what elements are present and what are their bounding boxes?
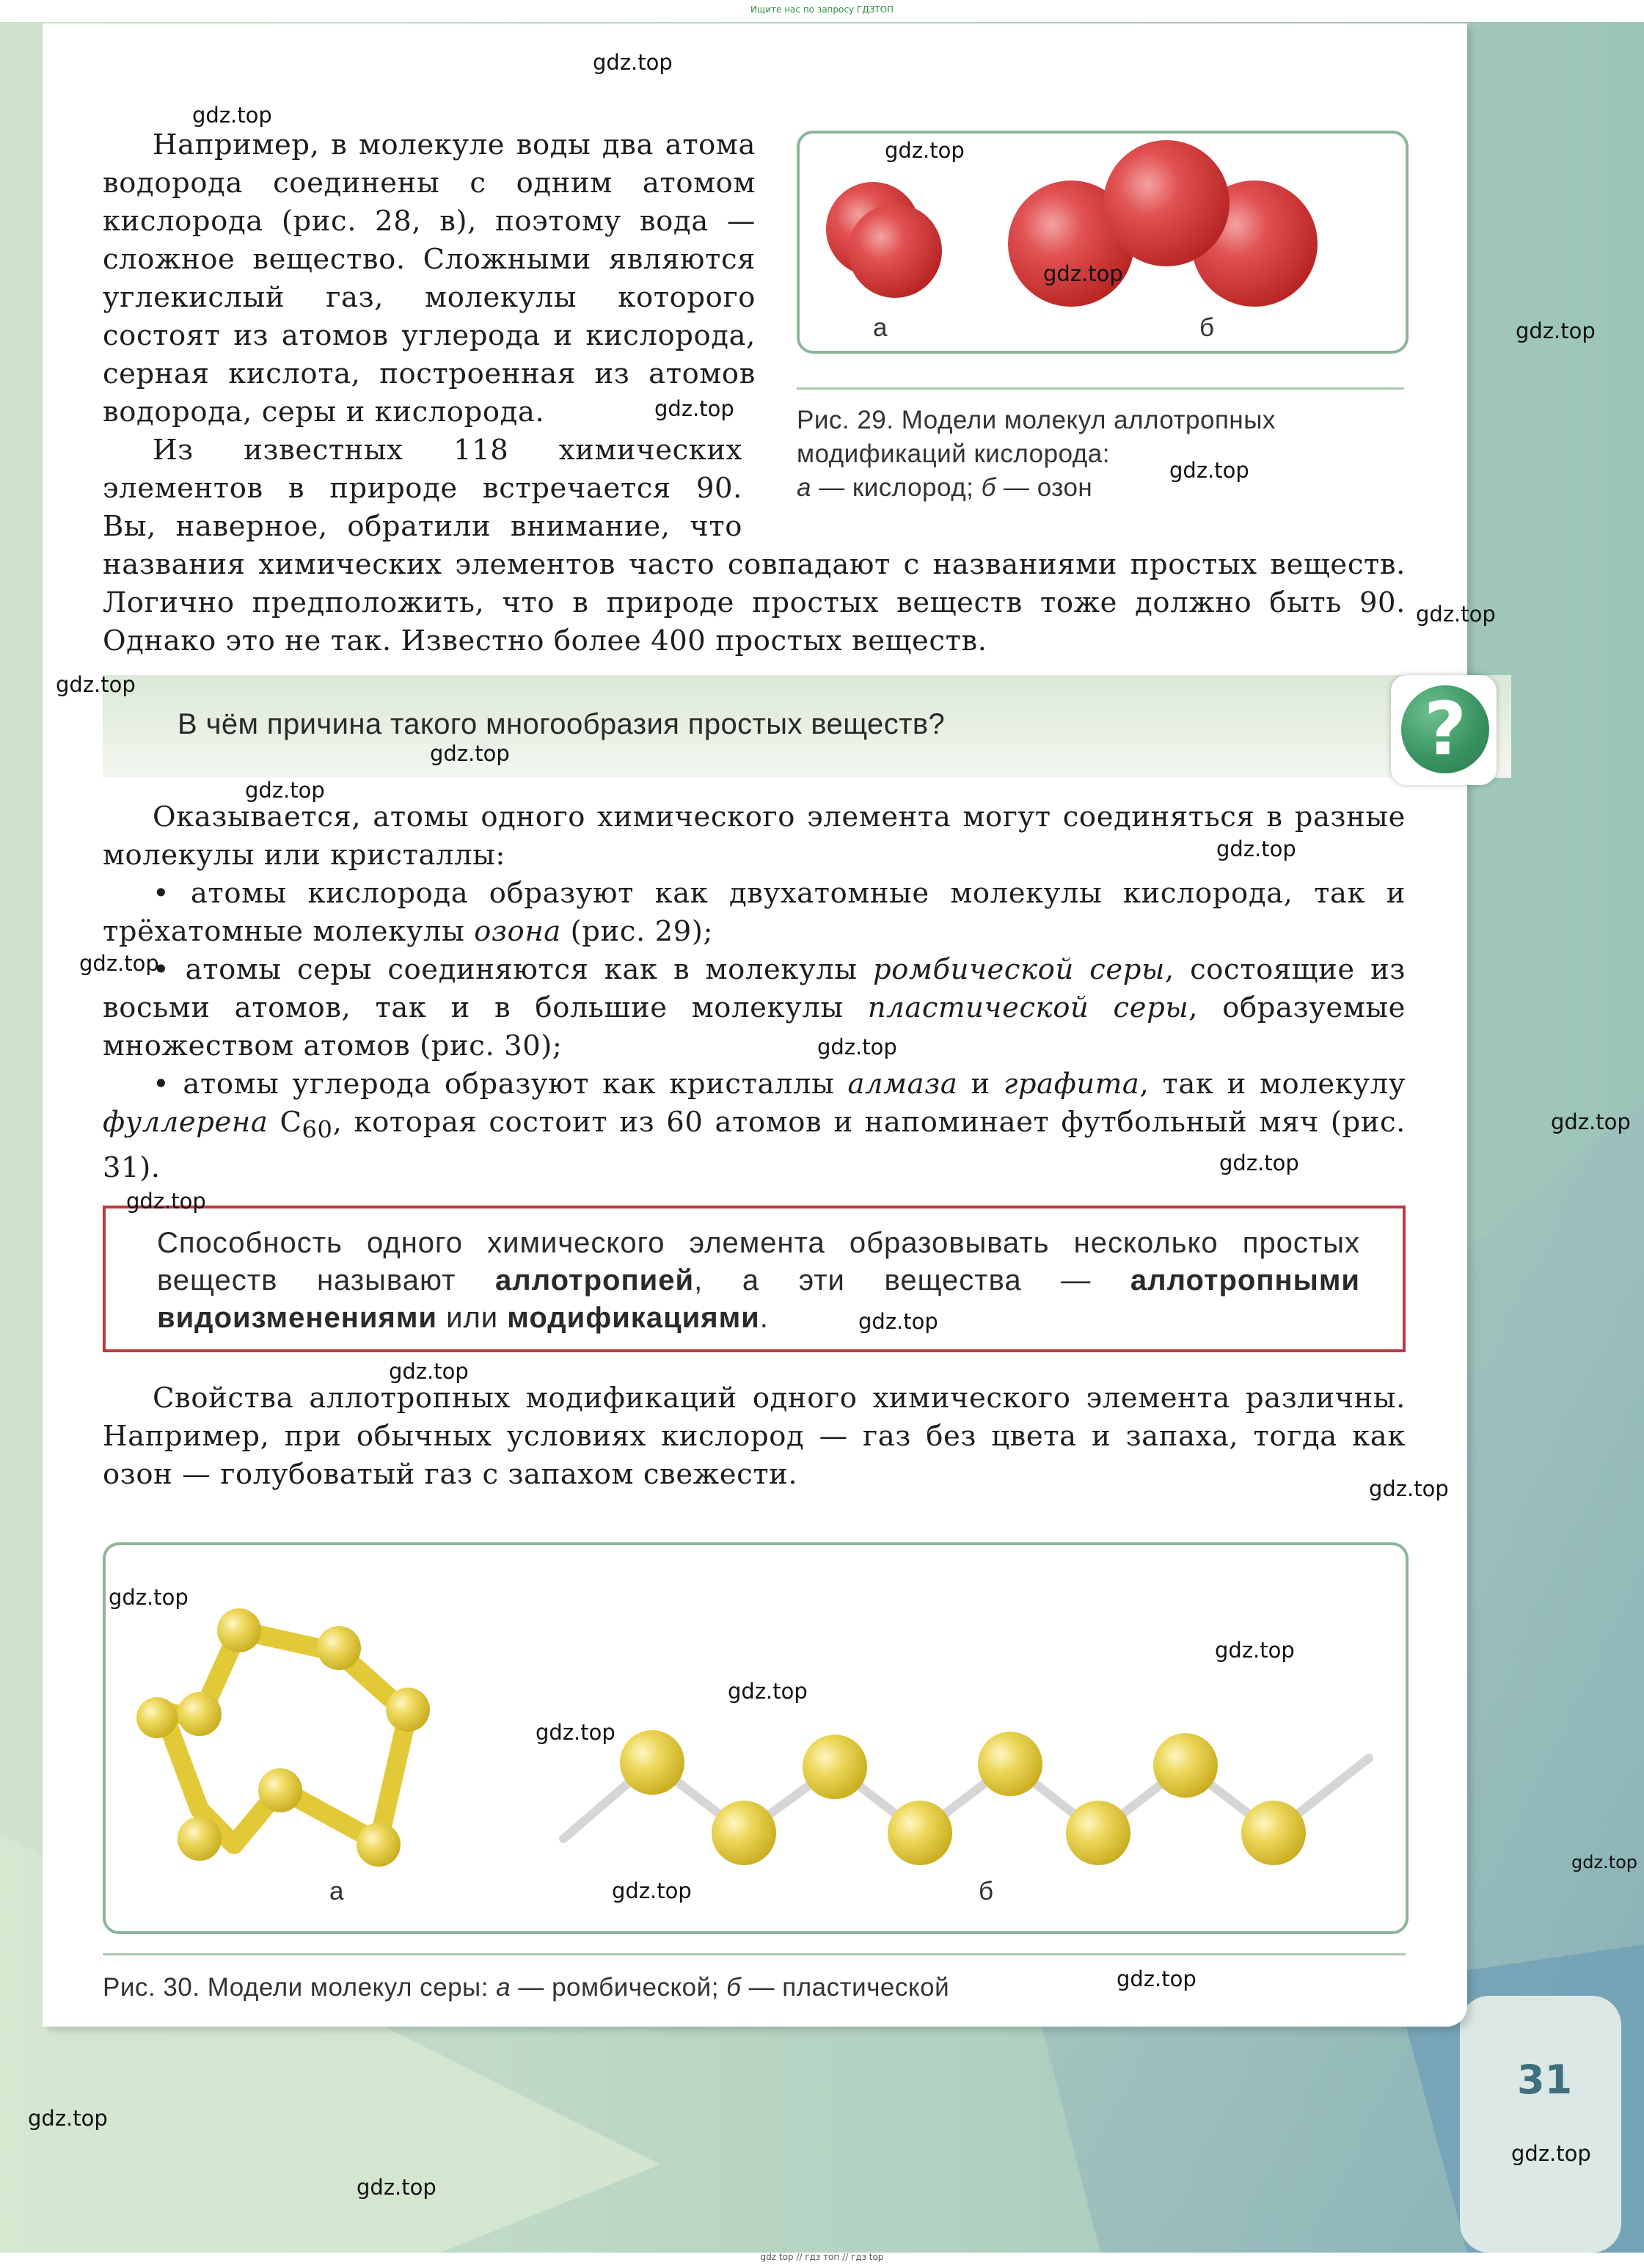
bullet-sulfur [103, 951, 1406, 1065]
float-spacer [742, 431, 1406, 542]
paragraph-water: Например, в молекуле воды два атома водорода соединены с одним атомом кислорода (рис. 28, в), поэтому вода — сложное вещество. Сложными являются углекислый газ, молекулы которого состоят из атомов углерода и кислорода, серная кислота, построенная из атомов водорода, серы и кислорода. [103, 128, 756, 429]
caption-item-b: б [726, 1973, 742, 2002]
watermark: gdz.top [357, 2175, 436, 2200]
watermark: gdz.top [79, 951, 159, 976]
watermark: gdz.top [28, 2106, 108, 2131]
figure-29-label-b: б [1199, 313, 1215, 342]
oxygen-atom [848, 204, 942, 298]
bullet-carbon [103, 1065, 1406, 1187]
bullet-term: алмаза [847, 1068, 958, 1101]
question-text: В чём причина такого многообразия простых веществ? [178, 708, 946, 740]
bullet-text: атомы углерода образуют как кристаллы [183, 1068, 848, 1101]
caption-item-a: а [496, 1973, 511, 2002]
bullet-marker: • [153, 877, 170, 910]
watermark: gdz.top [126, 1189, 206, 1214]
sulfur-atom [258, 1768, 302, 1812]
caption-text: — пластической [741, 1973, 950, 2002]
watermark: gdz.top [593, 50, 673, 75]
question-mark-icon: ? [1401, 685, 1489, 773]
watermark: gdz.top [536, 1720, 615, 1745]
watermark: gdz.top [728, 1679, 808, 1704]
watermark: gdz.top [56, 672, 136, 697]
figure-30-label-b: б [979, 1877, 994, 1906]
watermark: gdz.top [1516, 318, 1596, 343]
sulfur-atom [620, 1730, 684, 1795]
bullet-term: пластической серы [867, 991, 1189, 1024]
footer-note: gdz top // гдз топ // гдз top [760, 2252, 884, 2262]
watermark: gdz.top [1117, 1966, 1197, 1991]
formula-subscript: 60 [302, 1115, 333, 1144]
sulfur-atom [803, 1735, 867, 1799]
figure-30-caption [103, 1971, 1203, 2005]
question-badge [1391, 675, 1497, 785]
watermark: gdz.top [389, 1359, 469, 1384]
bullet-text: , состоящие из восьми атомов, так и в большие молекулы [103, 953, 1406, 1024]
watermark: gdz.top [192, 103, 272, 128]
figure-29-frame [797, 131, 1409, 354]
oxygen-molecule [826, 182, 942, 298]
watermark: gdz.top [1216, 836, 1296, 861]
figure-30-frame [103, 1542, 1409, 1934]
bullet-term: ромбической серы [872, 953, 1165, 986]
caption-text: — кислород; [811, 473, 982, 502]
caption-text: — ромбической; [511, 1973, 727, 2002]
watermark: gdz.top [245, 778, 325, 803]
caption-item-b: б [981, 473, 996, 502]
sulfur-atom [1241, 1801, 1306, 1865]
watermark: gdz.top [1511, 2141, 1591, 2166]
watermark: gdz.top [1215, 1638, 1295, 1663]
sulfur-atom [357, 1823, 401, 1867]
bullet-marker: • [153, 953, 170, 986]
definition-box [103, 1206, 1406, 1352]
watermark: gdz.top [1551, 1109, 1631, 1134]
sulfur-atom [217, 1608, 261, 1652]
rhombic-sulfur-molecule [136, 1608, 430, 1867]
bullet-text: атомы кислорода образуют как двухатомные молекулы кислорода, так и трёхатомные молекулы [103, 877, 1406, 948]
watermark: gdz.top [109, 1585, 189, 1610]
caption-line: модификаций кислорода: [797, 440, 1110, 468]
definition-part: . [759, 1302, 769, 1334]
bullet-text: атомы серы соединяются как в молекулы [185, 953, 873, 986]
watermark: gdz.top [430, 741, 510, 766]
watermark: gdz.top [1219, 1151, 1299, 1175]
bullet-text: и [957, 1068, 1004, 1101]
watermark: gdz.top [858, 1309, 938, 1334]
figure-30-illustration [106, 1545, 1406, 1931]
sulfur-atom [1066, 1801, 1130, 1865]
watermark: gdz.top [1043, 261, 1123, 286]
bullet-marker: • [153, 1068, 170, 1101]
bullet-text: , образуемые множеством атомов (рис. 30); [103, 991, 1406, 1062]
definition-part: или [437, 1302, 508, 1334]
definition-part: Способность одного химического элемента образовывать несколько простых веществ называют [157, 1227, 1360, 1297]
page-number: 31 [1517, 2057, 1573, 2103]
header-note: Ищите нас по запросу ГДЗТОП [750, 4, 894, 15]
paragraph-properties: Свойства аллотропных модификаций одного химического элемента различны. Например, при обычных условиях кислород — газ без цвета и запаха, тогда как озон — голубоватый газ с запахом свежести. [103, 1382, 1406, 1491]
sulfur-atom [136, 1697, 178, 1738]
bullet-text: (рис. 29); [560, 915, 714, 948]
bullet-term: озона [474, 915, 561, 948]
answer-intro: Оказывается, атомы одного химического элемента могут соединяться в разные молекулы или кристаллы: [103, 801, 1406, 872]
bullet-term: графита [1003, 1068, 1140, 1101]
paragraph-elements: Из известных 118 химических элементов в природе встречается 90. Вы, наверное, обратили внимание, что названия химических элементов часто совпадают с названиями простых веществ. Логично предположить, что в природе простых веществ тоже должно быть 90. Однако это не так. Известно более 400 простых веществ. [103, 434, 1406, 657]
figure-29-label-a: а [873, 313, 888, 342]
sulfur-atom [317, 1626, 361, 1670]
watermark: gdz.top [612, 1878, 692, 1903]
bullet-text: , которая состоит из 60 атомов и напоминает футбольный мяч (рис. 31). [103, 1106, 1406, 1184]
bullet-term: фуллерена [103, 1106, 268, 1139]
figure-30-rule [103, 1953, 1406, 1955]
caption-item-a: а [797, 473, 811, 502]
watermark: gdz.top [654, 396, 734, 421]
caption-text: — озон [995, 473, 1093, 502]
bullet-text: , так и молекулу [1139, 1068, 1406, 1101]
sulfur-atom [178, 1817, 222, 1861]
watermark: gdz.top [1571, 1852, 1638, 1873]
sulfur-atom [1153, 1733, 1218, 1798]
plastic-sulfur-molecule [563, 1730, 1369, 1865]
formula-symbol: C [280, 1106, 302, 1139]
caption-text: Рис. 30. Модели молекул серы: [103, 1973, 497, 2002]
definition-text [157, 1225, 1360, 1337]
caption-line: Рис. 29. Модели молекул аллотропных [797, 406, 1276, 434]
sulfur-atom [178, 1692, 222, 1736]
oxygen-atom [1103, 140, 1230, 266]
watermark: gdz.top [1169, 458, 1249, 483]
figure-29-illustration [800, 134, 1406, 351]
sulfur-atom [386, 1688, 430, 1732]
definition-term: аллотропными видоизменениями [157, 1264, 1360, 1334]
watermark: gdz.top [1416, 602, 1496, 627]
bullet-oxygen [103, 875, 1406, 951]
watermark: gdz.top [885, 138, 965, 163]
watermark: gdz.top [817, 1035, 897, 1060]
figure-29-rule [797, 387, 1404, 390]
definition-term: аллотропией [495, 1264, 695, 1297]
figure-30-label-a: а [329, 1877, 344, 1906]
watermark: gdz.top [1369, 1476, 1449, 1501]
sulfur-atom [888, 1801, 952, 1865]
sulfur-atom [978, 1732, 1042, 1796]
definition-part: , а эти вещества — [694, 1264, 1130, 1297]
sulfur-atom [712, 1801, 776, 1865]
definition-term: модификациями [507, 1302, 760, 1334]
